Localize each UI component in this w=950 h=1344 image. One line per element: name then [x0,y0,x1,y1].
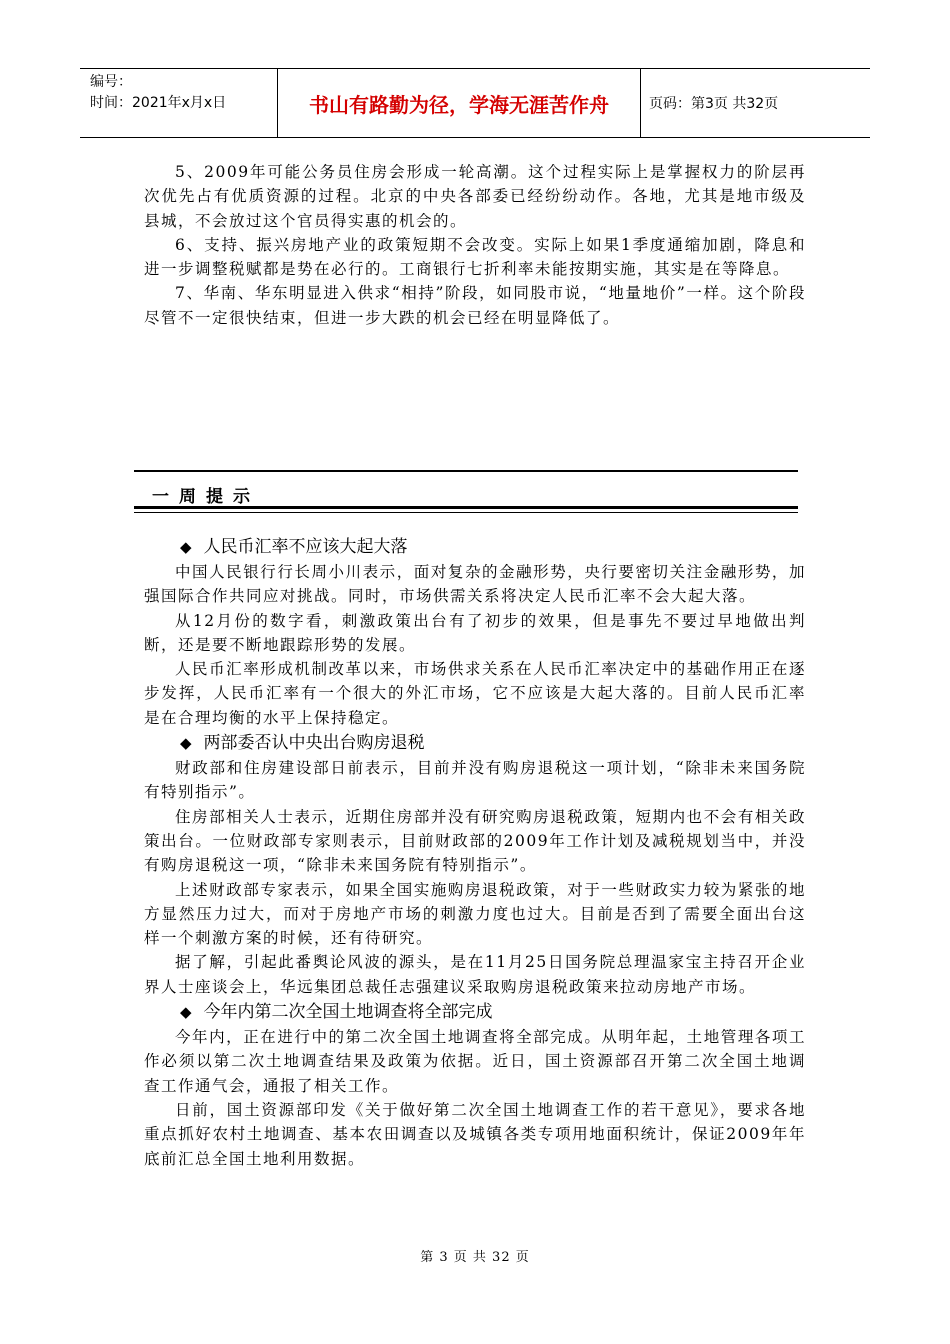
news-item-heading-text: 人民币汇率不应该大起大落 [203,537,408,557]
page-footer: 第 3 页 共 32 页 [420,1250,530,1265]
news-paragraph: 从12月份的数字看，刺激政策出台有了初步的效果，但是事先不要过早地做出判断，还是要不断地跟踪形势的发展。 [144,611,806,654]
intro-section [144,160,806,330]
news-item-heading [144,999,806,1025]
header-meta [80,69,278,137]
news-paragraph: 中国人民银行行长周小川表示，面对复杂的金融形势，央行要密切关注金融形势，加强国际合作共同应对挑战。同时，市场供需关系将决定人民币汇率不会大起大落。 [144,563,806,606]
intro-paragraph: 7、华南、华东明显进入供求“相持”阶段，如同股市说，“地量地价”一样。这个阶段尽管不一定很快结束，但进一步大跌的机会已经在明显降低了。 [144,284,806,327]
news-paragraph: 人民币汇率形成机制改革以来，市场供求关系在人民币汇率决定中的基础作用正在逐步发挥，人民币汇率有一个很大的外汇市场，它不应该是大起大落的。目前人民币汇率是在合理均衡的水平上保持稳定。 [144,660,806,727]
page-header [80,68,870,138]
news-paragraph: 今年内，正在进行中的第二次全国土地调查将全部完成。从明年起，土地管理各项工作必须以第二次土地调查结果及政策为依据。近日，国土资源部召开第二次全国土地调查工作通气会，通报了相关工作。 [144,1028,806,1095]
diamond-bullet-icon: ◆ [180,538,192,556]
header-number-label: 编号： [90,74,132,90]
section-rule-bottom-thin [134,512,798,513]
section-header [134,470,798,513]
news-item-heading-text: 两部委否认中央出台购房退税 [203,733,425,754]
diamond-bullet-icon: ◆ [180,734,192,753]
header-motto: 书山有路勤为径，学海无涯苦作舟 [278,69,641,137]
news-item [144,999,806,1171]
news-paragraph: 日前，国土资源部印发《关于做好第二次全国土地调查工作的若干意见》，要求各地重点抓好农村土地调查、基本农田调查以及城镇各类专项用地面积统计，保证2009年年底前汇总全国土地利用数据。 [144,1100,806,1168]
news-item-heading [144,730,806,756]
header-date-label: 时间：2021年x月x日 [90,95,227,111]
intro-paragraph: 5、2009年可能公务员住房会形成一轮高潮。这个过程实际上是掌握权力的阶层再次优先占有优质资源的过程。北京的中央各部委已经纷纷动作。各地，尤其是地市级及县城，不会放过这个官员得实惠的机会的。 [144,163,806,230]
header-page-info: 页码：第3页 共32页 [649,96,779,112]
news-paragraph: 上述财政部专家表示，如果全国实施购房退税政策，对于一些财政实力较为紧张的地方显然压力过大，而对于房地产市场的刺激力度也过大。目前是否到了需要全面出台这样一个刺激方案的时候，还有待研究。 [144,880,806,948]
section-title: 一周提示 [152,487,260,507]
news-paragraph: 据了解，引起此番舆论风波的源头，是在11月25日国务院总理温家宝主持召开企业界人士座谈会上，华远集团总裁任志强建议采取购房退税政策来拉动房地产市场。 [144,953,806,996]
news-paragraph: 住房部相关人士表示，近期住房部并没有研究购房退税政策，短期内也不会有相关政策出台。一位财政部专家则表示，目前财政部的2009年工作计划及减税规划当中，并没有购房退税这一项，“除非未来国务院有特别指示”。 [144,807,806,875]
news-paragraph: 财政部和住房建设部日前表示，目前并没有购房退税这一项计划，“除非未来国务院有特别指示”。 [144,759,806,802]
diamond-bullet-icon: ◆ [180,1003,192,1022]
news-item [144,730,806,999]
weekly-items [144,534,806,1171]
intro-paragraph: 6、支持、振兴房地产业的政策短期不会改变。实际上如果1季度通缩加剧，降息和进一步调整税赋都是势在必行的。工商银行七折利率未能按期实施，其实是在等降息。 [144,235,806,279]
news-item-heading-text: 今年内第二次全国土地调查将全部完成 [203,1002,493,1023]
news-item-heading [144,534,806,560]
news-item [144,534,806,730]
